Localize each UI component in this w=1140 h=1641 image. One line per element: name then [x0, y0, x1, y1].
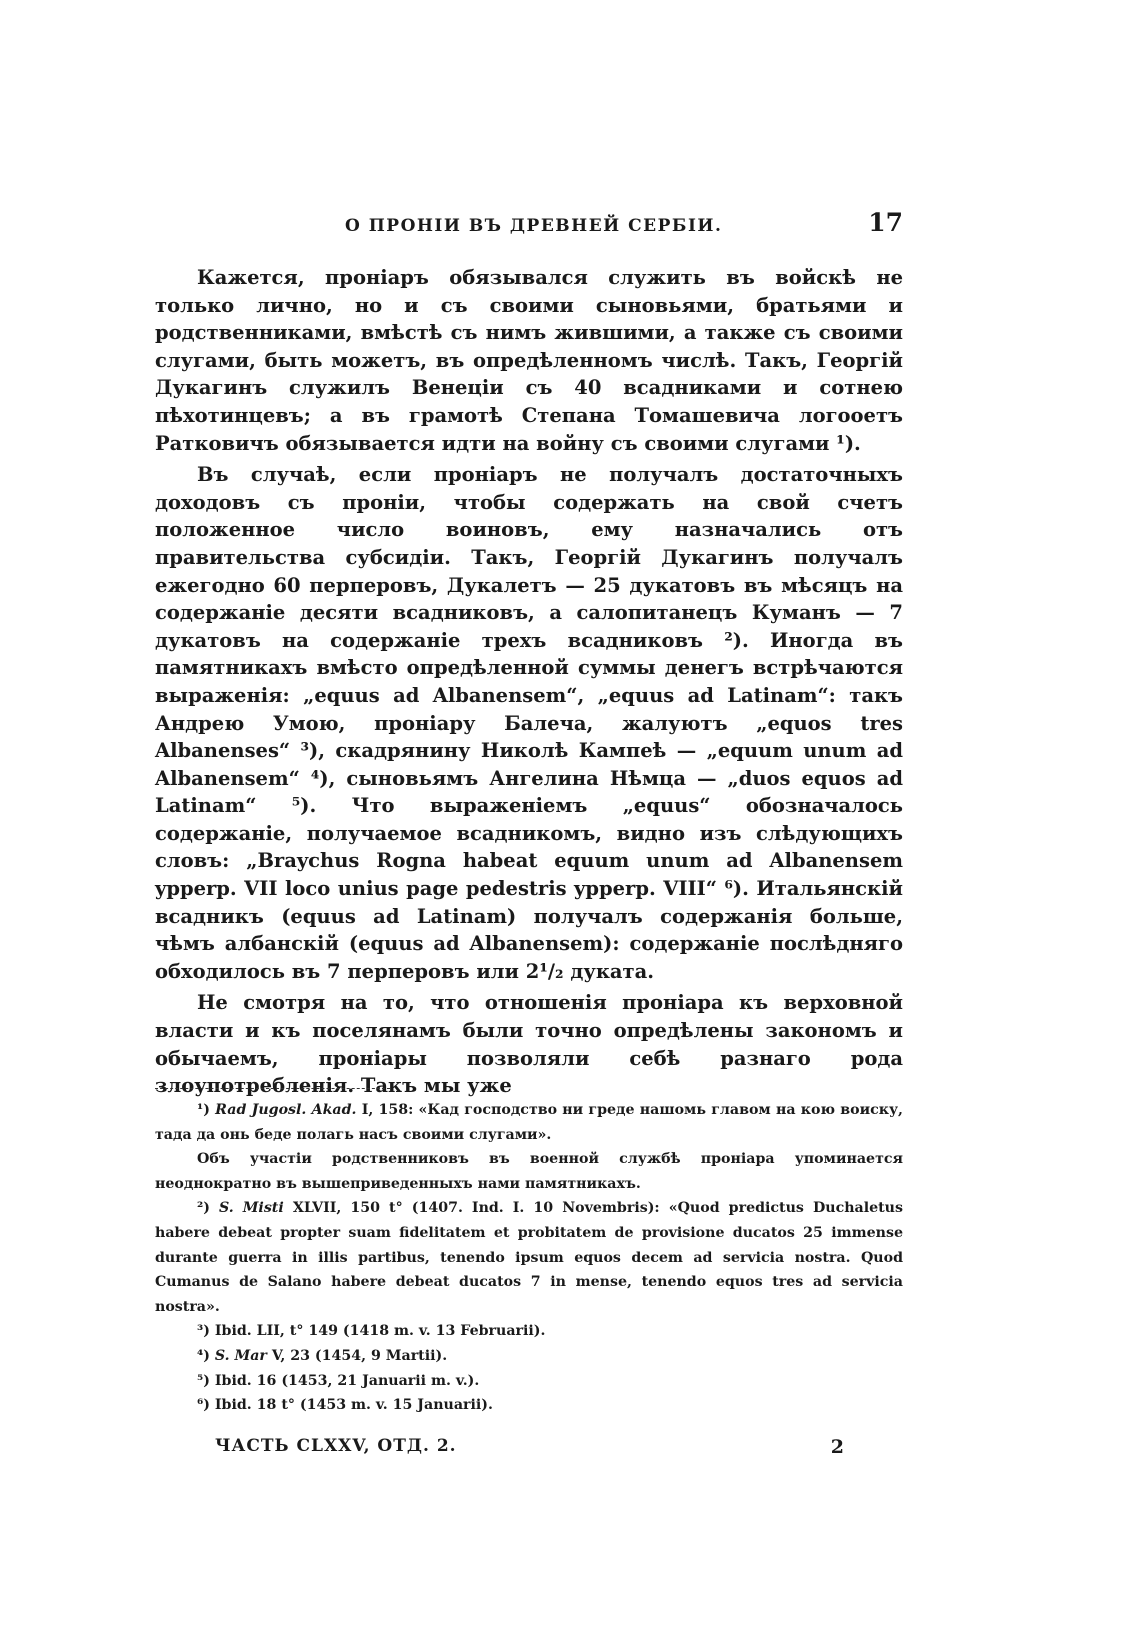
paragraph: Не смотря на то, что отношенія проніара къ верховной власти и къ поселянамъ были точно опредѣлены закономъ и обычаемъ, проніары позволяли себѣ разнаго рода злоупотребленія. Такъ мы уже	[155, 991, 903, 1098]
paragraph: Въ случаѣ, если проніаръ не получалъ достаточныхъ доходовъ съ проніи, чтобы содержать на свой счетъ положенное число воиновъ, ему назначались отъ правительства субсидіи. Такъ, Георгій Дукагинъ получалъ ежегодно 60 перперовъ, Дукалетъ — 25 дукатовъ въ мѣсяцъ на содержаніе десяти всадниковъ, а салопитанецъ Куманъ — 7 дукатовъ на содержаніе трехъ всадниковъ ²). Иногда въ памятникахъ вмѣсто опредѣленной суммы денегъ встрѣчаются выраженія: „equus ad Albanensem“, „equus ad Latinam“: такъ Андрею Умою, проніару Балеча, жалуютъ „equos tres Albanenses“ ³), скадрянину Николѣ Кампеѣ — „equum unum ad Albanensem“ ⁴), сыновьямъ Ангелина Нѣмца — „duos equos ad Latinam“ ⁵). Что выраженіемъ „equus“ обозначалось содержаніе, получаемое всадникомъ, видно изъ слѣдующихъ словъ: „Braychus Rogna habeat equum unum ad Albanensem ypperp. VII loco unius page pedestris ypperp. VIII“ ⁶). Итальянскій всадникъ (equus ad Latinam) получалъ содержанія больше, чѣмъ албанскій (equus ad Albanensem): содержаніе послѣдняго обходилось въ 7 перперовъ или 2¹/₂ дуката.	[155, 463, 903, 983]
footnote-source: S. Misti	[219, 1200, 284, 1217]
footnote-source: S. Mar	[214, 1347, 267, 1364]
main-text	[155, 264, 903, 1100]
footnote-text: Ibid. 18 t° (1453 m. v. 15 Januarii).	[214, 1397, 493, 1414]
footnote-marker: ⁵)	[197, 1372, 210, 1389]
footnote-text: V, 23 (1454, 9 Martii).	[266, 1347, 448, 1364]
footnote-marker: ²)	[197, 1200, 210, 1217]
footnote-marker: ⁶)	[197, 1397, 210, 1414]
paragraph: Кажется, проніаръ обязывался служить въ войскѣ не только лично, но и съ своими сыновьями, братьями и родственниками, вмѣстѣ съ нимъ жившими, а также съ своими слугами, быть можетъ, въ опредѣленномъ числѣ. Такъ, Георгій Дукагинъ служилъ Венеціи съ 40 всадниками и сотнею пѣхотинцевъ; а въ грамотѣ Степана Томашевича логооетъ Ратковичъ обязывается идти на войну съ своими слугами ¹).	[155, 266, 903, 455]
page-number: 17	[868, 208, 903, 237]
footnote-6	[155, 1393, 903, 1418]
footnote-text: I, 158: «Кад господство ни греде нашомь главом на кою воиску, тада да онь беде полагь насъ своими слугами».	[155, 1102, 903, 1143]
footnote-text: Ibid. 16 (1453, 21 Januarii m. v.).	[214, 1372, 480, 1389]
footnote-divider	[155, 1088, 390, 1089]
page-footer	[215, 1436, 845, 1466]
footnote-text: XLVII, 150 t° (1407. Ind. I. 10 Novembris): «Quod predictus Duchaletus habere debeat propter suam fidelitatem et probitatem de provisione ducatos 25 immense durante guerra in illis partibus, tenendo ipsum equos decem ad servicia nostra. Quod Cumanus de Salano habere debeat ducatos 7 in mense, tenendo equos tres ad servicia nostra».	[155, 1200, 903, 1315]
footnote-2	[155, 1196, 903, 1319]
footnote-marker: ¹)	[197, 1102, 210, 1118]
footnote-4	[155, 1344, 903, 1369]
footnote-1-note: Объ участіи родственниковъ въ военной службѣ проніара упоминается неоднократно въ вышеприведенныхъ нами памятникахъ.	[155, 1151, 903, 1192]
footnotes	[155, 1098, 903, 1418]
footnote-text: Ibid. LII, t° 149 (1418 m. v. 13 Februarii).	[214, 1323, 546, 1340]
footnote-source: Rad Jugosl. Akad.	[215, 1102, 357, 1118]
footnote-1	[155, 1098, 903, 1147]
page-header	[155, 208, 903, 244]
sheet-number: 2	[830, 1436, 845, 1458]
footnote-5	[155, 1369, 903, 1394]
printer-signature: ЧАСТЬ CLXXV, ОТД. 2.	[215, 1436, 457, 1456]
running-title: О ПРОНІИ ВЪ ДРЕВНЕЙ СЕРБІИ.	[345, 216, 723, 236]
footnote-3	[155, 1319, 903, 1344]
footnote-marker: ³)	[197, 1323, 210, 1340]
footnote-marker: ⁴)	[197, 1347, 210, 1364]
